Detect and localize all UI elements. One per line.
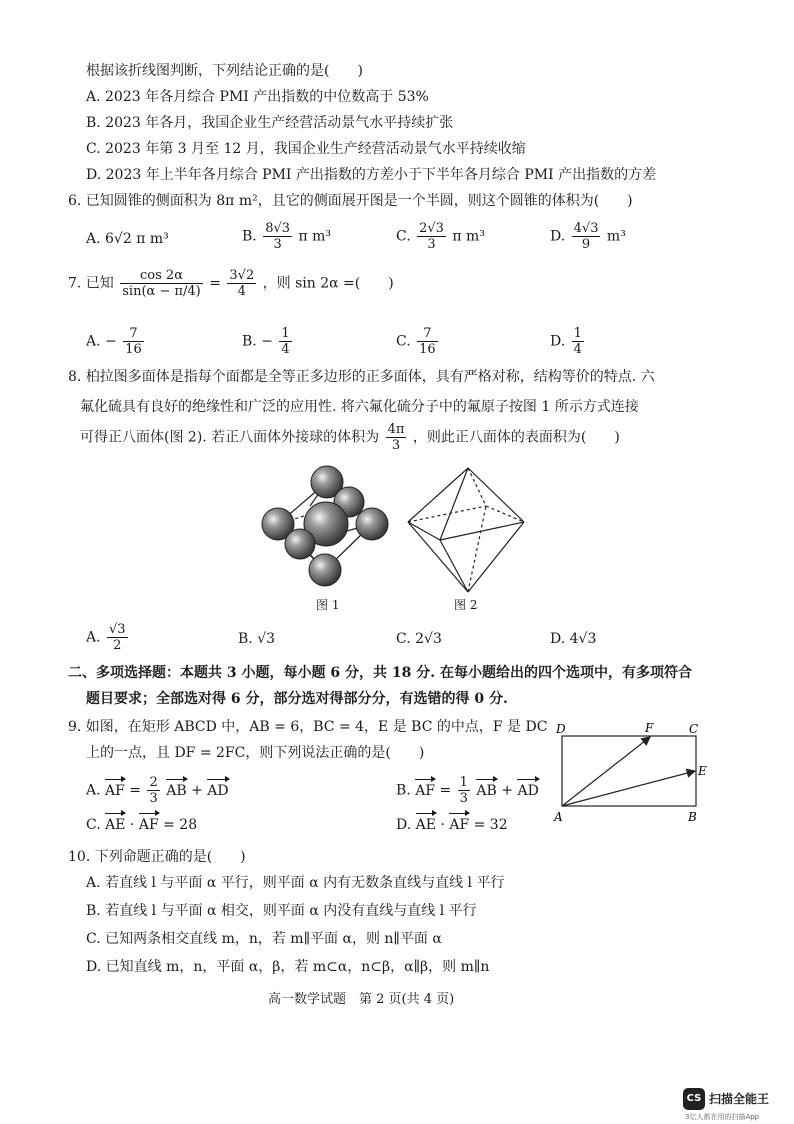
numerator: cos 2α [120,268,202,284]
denominator: 2 [113,638,122,653]
q8-line-3-suffix: ，则此正八面体的表面积为( ) [412,429,620,446]
q5-stem: 根据该折线图判断，下列结论正确的是( ) [86,63,363,79]
equals-sign: = [439,782,452,799]
q6-option-d [550,221,626,252]
vector-ad: AD [517,782,539,799]
rectangle-abcd-diagram [552,720,718,828]
q7-prefix: 7. 已知 [68,275,114,292]
vector-ae: AE [105,817,126,833]
octahedron-figure [404,464,528,596]
q6-option-a: A. 6√2 π m³ [86,231,169,247]
fraction [458,775,470,806]
camscanner-logo-icon: CS [683,1088,705,1110]
q7-lhs-fraction [120,268,202,299]
q6-b-fraction [263,221,292,252]
denominator: 16 [125,342,142,357]
numerator: 7 [417,326,438,342]
q8-line-3-prefix: 可得正八面体(图 2). 若正八面体外接球的体积为 [80,429,380,446]
numerator: √3 [109,622,126,637]
label: D. [550,333,566,350]
q9-line-2: 上的一点，且 DF = 2FC，则下列说法正确的是( ) [86,745,425,761]
point-d-label: D [556,722,566,736]
plus-sign: + [191,782,203,799]
q10-option-c: C. 已知两条相交直线 m，n，若 m∥平面 α，则 n∥平面 α [86,931,442,947]
q9-option-a [86,775,229,806]
denominator: sin(α − π/4) [122,284,201,299]
label: B. − [242,333,273,350]
section-2-heading-line-2: 题目要求；全部选对得 6 分，部分选对得部分分，有选错的得 0 分. [86,691,508,707]
point-e-label: E [698,764,707,778]
point-c-label: C [689,722,699,736]
label: A. [86,629,101,646]
q6-b-unit: π m³ [298,228,332,245]
label: B. [396,782,411,799]
q5-option-d: D. 2023 年上半年各月综合 PMI 产出指数的方差小于下半年各月综合 PMI 产出指数的方差 [86,167,657,183]
q10-option-b: B. 若直线 l 与平面 α 相交，则平面 α 内没有直线与直线 l 平行 [86,903,477,919]
q6-c-unit: π m³ [452,228,485,245]
denominator: 9 [581,237,591,252]
figure-2-caption: 图 2 [454,598,478,612]
q8-line-3 [80,422,620,453]
denominator: 3 [273,237,282,252]
vector-ab: AB [166,782,187,799]
vector-af: AF [415,782,436,799]
vector-ae: AE [415,817,436,833]
value: = 32 [473,817,508,833]
numerator: 8√3 [265,221,291,236]
vector-ad: AD [207,782,229,799]
numerator: 4√3 [573,221,599,236]
q7-suffix: ，则 sin 2α =( ) [262,275,394,292]
denominator: 4 [281,342,290,357]
fraction [417,326,438,357]
fluorine-atom-front [285,529,315,559]
q9-option-b [396,775,539,806]
q8-option-b: B. √3 [238,631,276,647]
q5-option-a: A. 2023 年各月综合 PMI 产出指数的中位数高于 53% [86,89,429,105]
fraction [123,326,144,357]
vector-af: AF [138,817,159,833]
q8-volume-fraction [386,422,407,453]
label: C. [396,333,411,350]
numerator: 4π [387,422,405,437]
q7-option-b [242,326,294,357]
q6-b-label: B. [242,228,257,245]
q9-option-d [396,816,508,834]
watermark-app-name: 扫描全能王 [709,1092,770,1106]
sf6-molecule-figure [250,462,410,597]
q7-rhs-fraction [227,268,256,299]
point-f-label: F [645,721,654,735]
label: A. [86,782,101,799]
denominator: 16 [419,342,436,357]
q8-option-c: C. 2√3 [396,631,442,647]
label: A. − [86,333,117,350]
q6-option-c [396,221,485,252]
denominator: 3 [149,791,158,806]
scanner-watermark [683,1088,793,1120]
denominator: 4 [237,284,246,299]
label: D. [396,817,412,833]
q6-option-b [242,221,331,252]
dot-product-sign: · [129,817,135,833]
section-2-heading-line-1: 二、多项选择题：本题共 3 小题，每小题 6 分，共 18 分. 在每小题给出的四个选项中，有多项符合 [68,665,692,681]
equals-sign: = [209,275,221,292]
q6-c-fraction [417,221,446,252]
numerator: 1 [281,326,290,341]
point-b-label: B [688,810,697,824]
q6-stem: 6. 已知圆锥的侧面积为 8π m²，且它的侧面展开图是一个半圆，则这个圆锥的体积为( ) [68,193,633,209]
q10-option-d: D. 已知直线 m，n，平面 α，β，若 m⊂α，n⊂β，α∥β，则 m∥n [86,959,490,975]
equals-sign: = [129,782,142,799]
denominator: 3 [459,791,468,806]
denominator: 3 [427,237,436,252]
q6-c-label: C. [396,228,411,245]
vector-af: AF [449,817,470,833]
q6-d-unit: m³ [606,228,626,245]
q8-option-a [86,622,130,653]
dot-product-sign: · [440,817,445,833]
plus-sign: + [501,782,513,799]
denominator: 3 [391,438,401,453]
fraction [147,775,159,806]
q7-option-a [86,326,146,357]
page-footer: 高一数学试题 第 2 页(共 4 页) [268,992,455,1007]
watermark-tagline: 3亿人都在用的扫描App [685,1113,760,1121]
value: = 28 [163,817,198,833]
q7-stem [68,268,394,299]
fluorine-atom-right [356,508,388,540]
numerator: 1 [459,775,468,790]
numerator: 3√2 [229,268,255,283]
fraction [107,622,128,653]
q7-option-c [396,326,440,357]
q8-line-1: 8. 柏拉图多面体是指每个面都是全等正多边形的正多面体，具有严格对称，结构等价的特点. 六 [68,369,655,385]
fraction [572,326,584,357]
label: C. [86,817,101,833]
point-a-label: A [554,810,563,824]
vector-ab: AB [476,782,497,799]
numerator: 2√3 [419,221,444,236]
denominator: 4 [573,342,582,357]
fraction [279,326,291,357]
figure-1-caption: 图 1 [316,598,340,612]
q5-option-b: B. 2023 年各月，我国企业生产经营活动景气水平持续扩张 [86,115,454,131]
q5-option-c: C. 2023 年第 3 月至 12 月，我国企业生产经营活动景气水平持续收缩 [86,141,526,157]
numerator: 7 [123,326,144,342]
q9-line-1: 9. 如图，在矩形 ABCD 中，AB = 6，BC = 4，E 是 BC 的中点，F 是 DC [68,719,548,735]
numerator: 2 [149,775,158,790]
q10-option-a: A. 若直线 l 与平面 α 平行，则平面 α 内有无数条直线与直线 l 平行 [86,875,505,891]
q8-option-d: D. 4√3 [550,631,597,647]
q9-option-c [86,816,197,834]
numerator: 1 [573,326,582,341]
q6-d-fraction [572,221,601,252]
fluorine-atom-bottom [309,554,341,586]
q7-option-d [550,326,586,357]
q8-line-2: 氟化硫具有良好的绝缘性和广泛的应用性. 将六氟化硫分子中的氟原子按图 1 所示方式连接 [80,399,639,415]
q10-stem: 10. 下列命题正确的是( ) [68,849,246,865]
q6-d-label: D. [550,228,566,245]
vector-af: AF [105,782,125,799]
